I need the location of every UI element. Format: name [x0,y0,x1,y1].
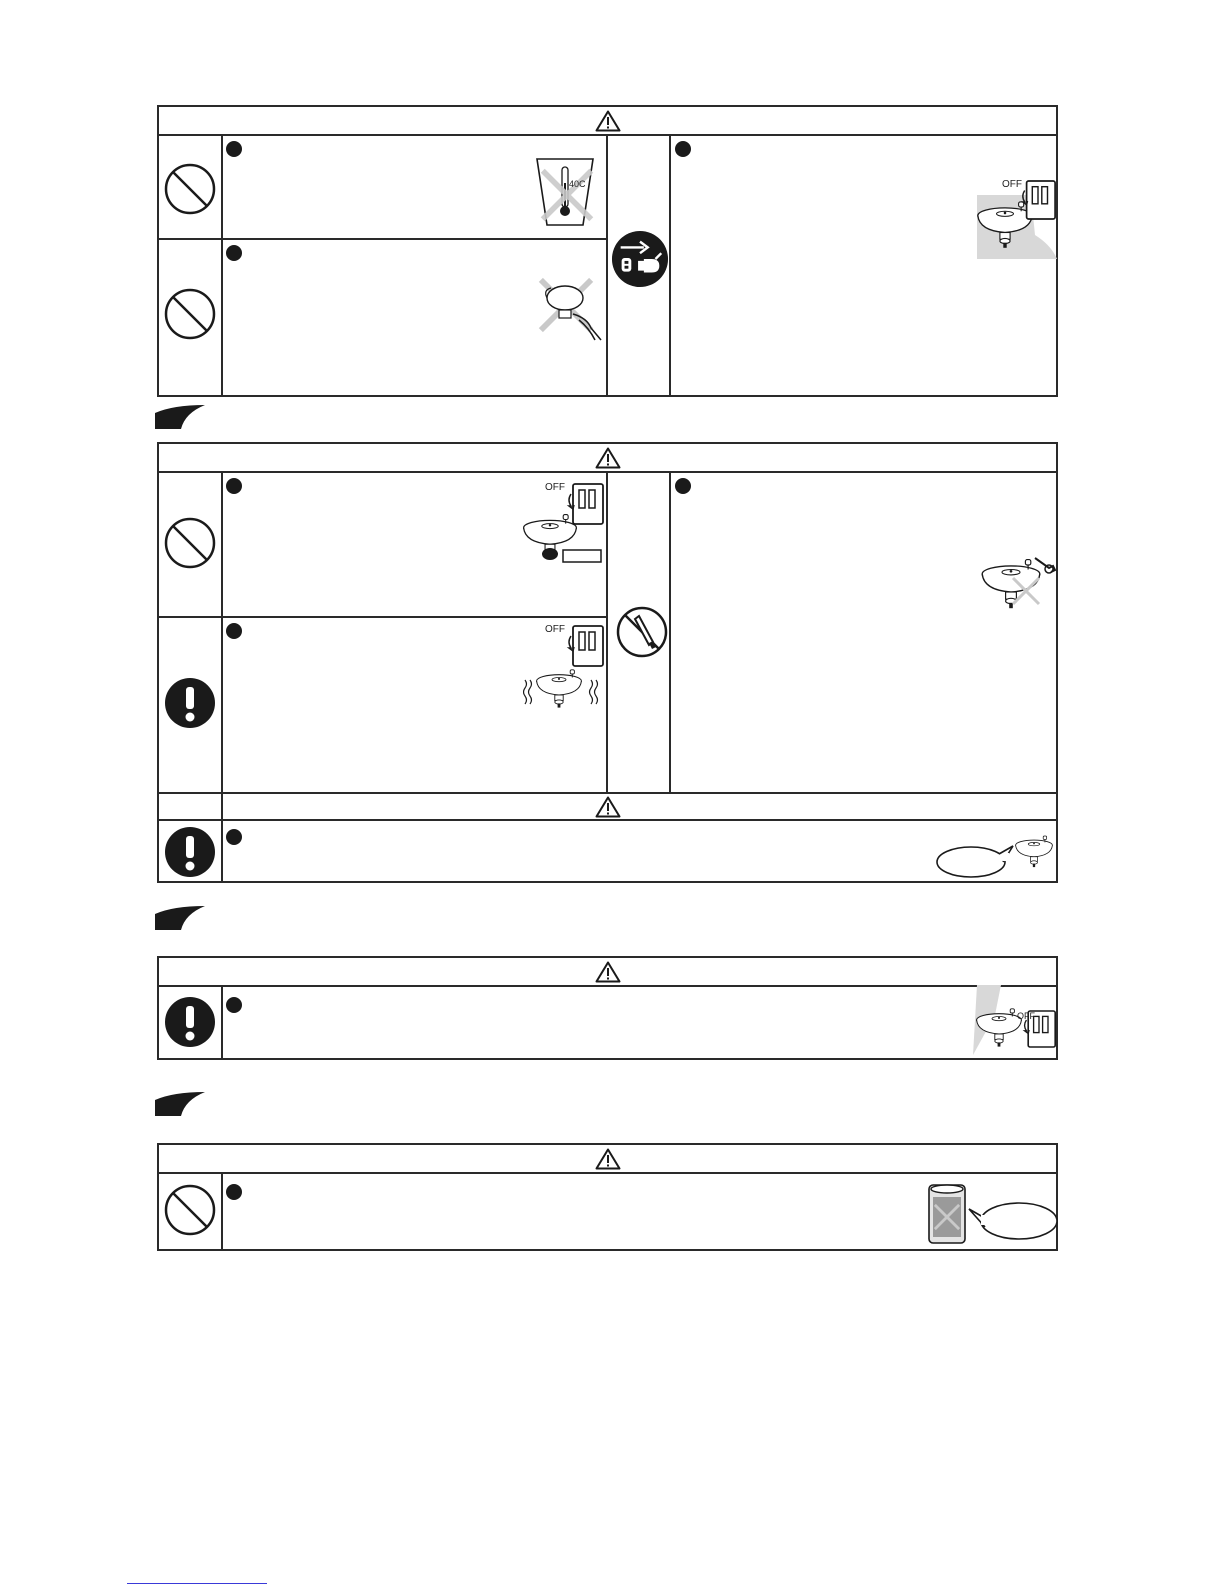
off-label: OFF [545,624,565,635]
bullet-dot-icon [226,478,242,494]
cooker-shake-illustration [523,624,607,720]
exclamation-circle-icon [163,676,217,730]
cooker-wrench-illustration [975,548,1057,620]
prohibition-circle-icon [163,287,217,341]
bullet-dot-icon [226,245,242,261]
off-label: OFF [545,482,565,493]
warning-triangle-icon [595,447,621,469]
box-1-header [159,107,1056,136]
warning-triangle-icon [595,1148,621,1170]
unplug-icon [611,230,669,288]
exclamation-circle-icon [163,825,217,879]
safety-box-2 [157,442,1058,883]
box-2-header [159,444,1056,473]
exclamation-circle-icon [163,995,217,1049]
cooker-valve-illustration [517,482,607,572]
section-tab [155,906,207,930]
bullet-dot-icon [226,997,242,1013]
bullet-dot-icon [226,829,242,845]
bullet-dot-icon [226,1184,242,1200]
section-tab [155,1092,207,1116]
warning-triangle-icon [595,961,621,983]
box-2-subheader [159,794,1056,819]
bullet-dot-icon [226,623,242,639]
safety-box-3 [157,956,1058,1060]
bullet-dot-icon [675,478,691,494]
bullet-dot-icon [226,141,242,157]
section-tab [155,405,207,429]
footer-link-underline[interactable] [127,1583,267,1584]
box-4-header [159,1145,1056,1174]
warning-triangle-icon [595,110,621,132]
speech-bubble-cooker-illustration [933,824,1057,882]
box-3-header [159,958,1056,987]
safety-box-4 [157,1143,1058,1251]
temperature-label: 40C [569,179,586,189]
thermometer-illustration [533,153,603,229]
prohibition-circle-icon [163,162,217,216]
cooker-hand-illustration [529,272,609,348]
bullet-dot-icon [675,141,691,157]
off-label: OFF [1017,1011,1035,1021]
cooker-switch-illustration-2 [971,985,1057,1059]
no-disassembly-icon [615,605,669,659]
off-label: OFF [1002,179,1022,190]
cup-bubble-illustration [925,1183,1059,1245]
prohibition-circle-icon [163,516,217,570]
safety-box-1 [157,105,1058,397]
cooker-switch-illustration [971,175,1057,259]
prohibition-circle-icon [163,1183,217,1237]
warning-triangle-icon [595,796,621,818]
